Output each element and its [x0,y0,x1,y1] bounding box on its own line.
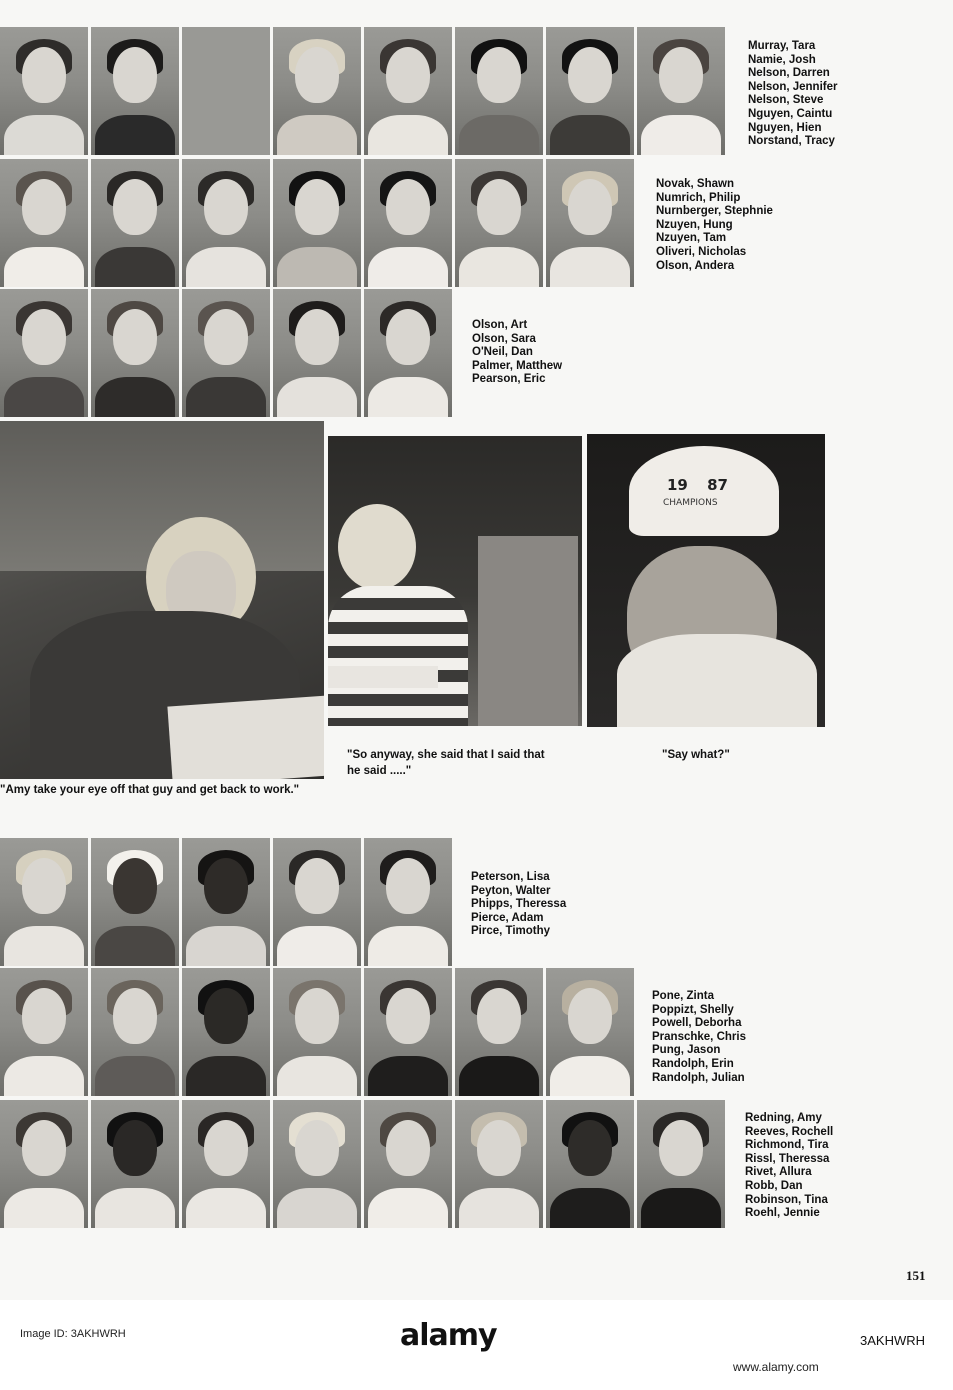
student-name: Roehl, Jennie [745,1207,820,1220]
image-id-label: Image ID: 3AKHWRH [20,1328,126,1340]
student-name: Pone, Zinta [652,990,714,1002]
image-id: 3AKHWRH [860,1333,926,1348]
portrait [637,1100,725,1228]
student-name: Novak, Shawn [656,178,734,190]
portrait [273,1100,361,1228]
portrait [364,289,452,417]
portrait [0,27,88,155]
student-name: Namie, Josh [748,53,816,66]
portrait [455,968,543,1096]
caption-middle [347,747,545,779]
student-name: Nurnberger, Stephnie [656,205,773,218]
portrait [182,838,270,966]
student-name: Nguyen, Hien [748,121,822,134]
portrait [91,1100,179,1228]
candid-photo-writing [0,421,324,779]
portrait [273,159,361,287]
cap-year-left: 19 [667,476,688,494]
student-name: Murray, Tara [748,40,816,52]
student-name: Robb, Dan [745,1179,803,1192]
student-name: Rissl, Theressa [745,1152,830,1165]
portrait [0,968,88,1096]
portrait [364,838,452,966]
student-name: Reeves, Rochell [745,1125,834,1138]
name-list-2 [656,178,773,273]
portrait [91,159,179,287]
portrait [0,159,88,287]
portrait-row-3 [0,289,452,417]
candid-photo-student [328,436,582,726]
name-list-6 [745,1112,833,1221]
student-name: Robinson, Tina [745,1193,828,1206]
portrait-row-4 [0,838,452,966]
portrait [546,27,634,155]
portrait [364,27,452,155]
student-name: Palmer, Matthew [472,359,563,372]
student-name: Pirce, Timothy [471,925,551,938]
candid-photo-cap [587,434,825,727]
student-name: Randolph, Julian [652,1071,745,1084]
portrait [364,1100,452,1228]
portrait [91,968,179,1096]
alamy-url: www.alamy.com [733,1360,819,1374]
caption-right: "Say what?" [662,749,730,761]
student-name: Pearson, Eric [472,373,546,386]
portrait-row-6 [0,1100,725,1228]
portrait [364,159,452,287]
cap-year-right: 87 [707,476,728,494]
portrait [273,968,361,1096]
portrait [546,968,634,1096]
student-name: Nzuyen, Hung [656,218,733,231]
portrait-row-2 [0,159,634,287]
portrait-row-5 [0,968,634,1096]
student-name: Olson, Andera [656,259,735,272]
portrait [182,159,270,287]
portrait [546,159,634,287]
student-name: Numrich, Philip [656,191,741,204]
portrait [546,1100,634,1228]
cap [629,446,779,536]
student-name: Phipps, Theressa [471,898,567,911]
student-name: Pierce, Adam [471,911,544,924]
student-name: Oliveri, Nicholas [656,245,747,258]
student-name: Powell, Deborha [652,1017,742,1030]
name-list-4 [471,871,566,939]
portrait [0,1100,88,1228]
portrait [0,838,88,966]
portrait [0,289,88,417]
student-name: Richmond, Tira [745,1139,829,1152]
portrait [273,27,361,155]
caption-middle-line-1: "So anyway, she said that I said that [347,749,545,761]
student-name: Peyton, Walter [471,884,551,897]
portrait [455,27,543,155]
portrait [182,289,270,417]
student-name: Rivet, Allura [745,1166,812,1179]
student-name: Norstand, Tracy [748,135,835,148]
caption-middle-line-2: he said ....." [347,765,412,777]
portrait [455,159,543,287]
student-name: O'Neil, Dan [472,346,533,359]
student-name: Nguyen, Caintu [748,107,833,120]
portrait [455,1100,543,1228]
student-name: Olson, Sara [472,332,536,345]
portrait [91,27,179,155]
name-list-3 [472,319,562,387]
caption-left: "Amy take your eye off that guy and get back to work." [0,784,300,796]
portrait [364,968,452,1096]
portrait [91,289,179,417]
portrait-row-1 [0,27,725,155]
portrait [91,838,179,966]
student-name: Pranschke, Chris [652,1030,746,1043]
portrait-placeholder [182,27,270,155]
portrait [273,289,361,417]
student-name: Nelson, Steve [748,94,824,107]
student-name: Redning, Amy [745,1112,822,1124]
student-name: Nelson, Jennifer [748,80,838,93]
name-list-1 [748,40,837,149]
student-name: Olson, Art [472,319,528,331]
portrait [637,27,725,155]
portrait [182,968,270,1096]
student-name: Nzuyen, Tam [656,232,727,245]
student-name: Pung, Jason [652,1044,721,1057]
portrait [273,838,361,966]
page-number: 151 [906,1268,926,1283]
student-name: Peterson, Lisa [471,871,550,883]
name-list-5 [652,990,746,1085]
student-name: Nelson, Darren [748,67,830,80]
alamy-logo: alamy [400,1318,497,1353]
student-name: Randolph, Erin [652,1057,734,1070]
cap-word: CHAMPIONS [663,498,718,508]
portrait [182,1100,270,1228]
student-name: Poppizt, Shelly [652,1003,734,1016]
